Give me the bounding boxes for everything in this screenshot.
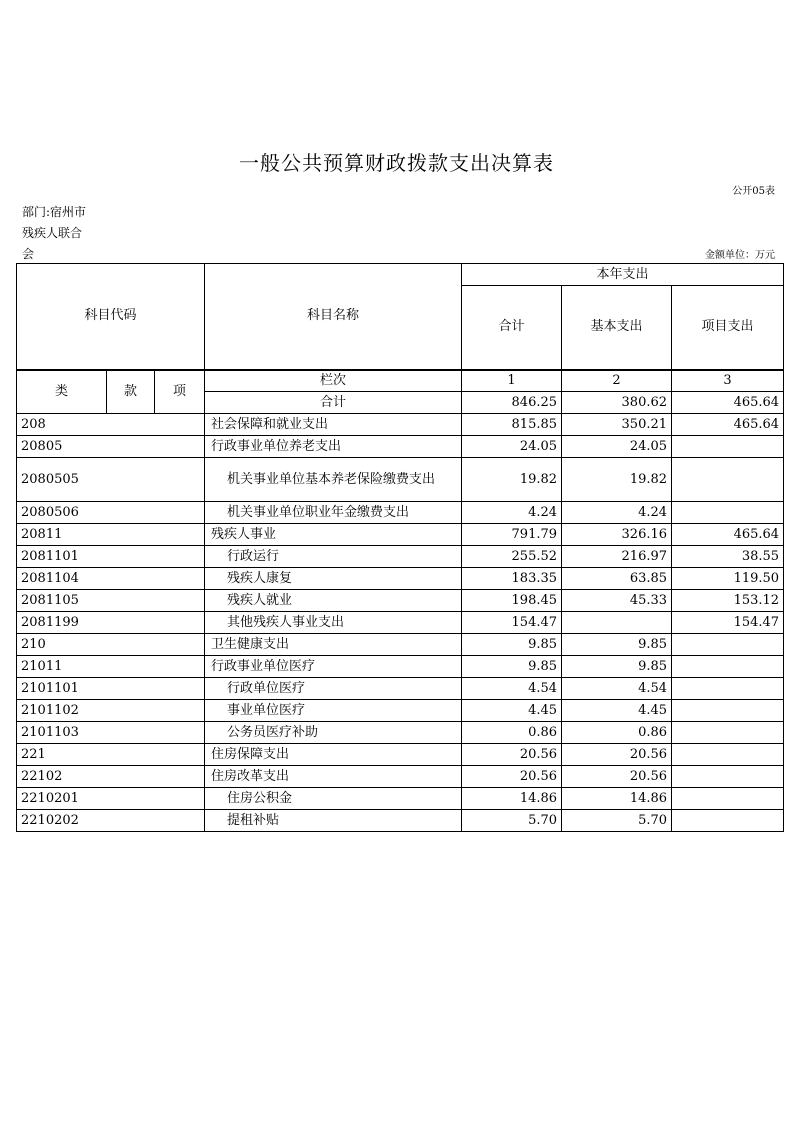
row-name: 公务员医疗补助	[205, 722, 462, 744]
row-code: 2081199	[17, 612, 205, 634]
table-row	[17, 744, 784, 766]
row-project	[672, 502, 784, 524]
row-name: 住房公积金	[205, 788, 462, 810]
table-row	[17, 414, 784, 436]
row-name: 其他残疾人事业支出	[205, 612, 462, 634]
row-code: 221	[17, 744, 205, 766]
header-basic: 基本支出	[562, 286, 672, 370]
row-code: 208	[17, 414, 205, 436]
row-project	[672, 678, 784, 700]
row-total: 183.35	[462, 568, 562, 590]
row-project	[672, 656, 784, 678]
header-kuan: 款	[107, 370, 155, 414]
row-basic: 4.24	[562, 502, 672, 524]
table-row	[17, 656, 784, 678]
row-basic: 5.70	[562, 810, 672, 832]
row-total: 791.79	[462, 524, 562, 546]
row-basic	[562, 612, 672, 634]
row-project: 119.50	[672, 568, 784, 590]
row-name: 社会保障和就业支出	[205, 414, 462, 436]
row-project	[672, 436, 784, 458]
row-total: 5.70	[462, 810, 562, 832]
row-basic: 0.86	[562, 722, 672, 744]
row-code: 2210201	[17, 788, 205, 810]
department-line: 残疾人联合	[22, 226, 83, 240]
row-code: 2210202	[17, 810, 205, 832]
row-project	[672, 458, 784, 502]
row-basic: 24.05	[562, 436, 672, 458]
row-total: 4.24	[462, 502, 562, 524]
table-row	[17, 524, 784, 546]
header-current-year: 本年支出	[462, 264, 784, 286]
table-row	[17, 590, 784, 612]
row-project: 38.55	[672, 546, 784, 568]
header-lei: 类	[17, 370, 107, 414]
header-lanci: 栏次	[205, 370, 462, 392]
row-basic: 9.85	[562, 656, 672, 678]
row-total: 0.86	[462, 722, 562, 744]
header-col1: 1	[462, 370, 562, 392]
row-name: 行政单位医疗	[205, 678, 462, 700]
row-basic: 14.86	[562, 788, 672, 810]
row-code: 22102	[17, 766, 205, 788]
header-code: 科目代码	[17, 264, 205, 370]
table-row	[17, 678, 784, 700]
table-row	[17, 766, 784, 788]
table-row	[17, 458, 784, 502]
row-name: 残疾人就业	[205, 590, 462, 612]
row-basic: 350.21	[562, 414, 672, 436]
row-total: 14.86	[462, 788, 562, 810]
row-name: 行政运行	[205, 546, 462, 568]
row-total: 4.45	[462, 700, 562, 722]
header-name: 科目名称	[205, 264, 462, 370]
row-basic: 4.54	[562, 678, 672, 700]
row-name: 事业单位医疗	[205, 700, 462, 722]
row-project: 465.64	[672, 414, 784, 436]
row-basic: 326.16	[562, 524, 672, 546]
header-col2: 2	[562, 370, 672, 392]
row-code: 2101103	[17, 722, 205, 744]
row-name: 提租补贴	[205, 810, 462, 832]
row-name: 残疾人事业	[205, 524, 462, 546]
table-row	[17, 788, 784, 810]
row-code: 2101102	[17, 700, 205, 722]
row-code: 21011	[17, 656, 205, 678]
row-total: 255.52	[462, 546, 562, 568]
table-row	[17, 436, 784, 458]
summary-label: 合计	[205, 392, 462, 414]
expenditure-table	[16, 263, 784, 832]
row-total: 9.85	[462, 634, 562, 656]
row-name: 机关事业单位基本养老保险缴费支出	[205, 458, 462, 502]
row-project	[672, 766, 784, 788]
row-basic: 63.85	[562, 568, 672, 590]
row-name: 行政事业单位养老支出	[205, 436, 462, 458]
amount-unit: 金额单位：万元	[705, 250, 775, 261]
row-name: 卫生健康支出	[205, 634, 462, 656]
row-basic: 9.85	[562, 634, 672, 656]
department-line: 部门:宿州市	[22, 205, 87, 219]
row-code: 2081101	[17, 546, 205, 568]
row-total: 4.54	[462, 678, 562, 700]
table-row	[17, 810, 784, 832]
table-row	[17, 568, 784, 590]
header-xiang: 项	[155, 370, 205, 414]
table-row	[17, 722, 784, 744]
row-project: 465.64	[672, 524, 784, 546]
row-name: 住房保障支出	[205, 744, 462, 766]
row-code: 20805	[17, 436, 205, 458]
row-total: 9.85	[462, 656, 562, 678]
row-total: 815.85	[462, 414, 562, 436]
form-number: 公开05表	[732, 186, 775, 197]
row-project: 154.47	[672, 612, 784, 634]
row-basic: 20.56	[562, 744, 672, 766]
table-row	[17, 502, 784, 524]
row-project	[672, 810, 784, 832]
row-name: 住房改革支出	[205, 766, 462, 788]
table-row	[17, 546, 784, 568]
row-project: 153.12	[672, 590, 784, 612]
row-code: 2101101	[17, 678, 205, 700]
row-total: 154.47	[462, 612, 562, 634]
summary-project: 465.64	[672, 392, 784, 414]
row-total: 198.45	[462, 590, 562, 612]
row-code: 20811	[17, 524, 205, 546]
row-code: 210	[17, 634, 205, 656]
row-total: 20.56	[462, 766, 562, 788]
header-project: 项目支出	[672, 286, 784, 370]
summary-basic: 380.62	[562, 392, 672, 414]
department-label	[22, 202, 86, 265]
table-row	[17, 700, 784, 722]
row-project	[672, 700, 784, 722]
header-col3: 3	[672, 370, 784, 392]
header-total: 合计	[462, 286, 562, 370]
row-basic: 20.56	[562, 766, 672, 788]
page-title: 一般公共预算财政拨款支出决算表	[239, 151, 554, 175]
department-line: 会	[22, 247, 35, 261]
row-basic: 45.33	[562, 590, 672, 612]
summary-total: 846.25	[462, 392, 562, 414]
table-row	[17, 612, 784, 634]
row-project	[672, 722, 784, 744]
row-project	[672, 744, 784, 766]
row-name: 残疾人康复	[205, 568, 462, 590]
row-total: 20.56	[462, 744, 562, 766]
row-name: 行政事业单位医疗	[205, 656, 462, 678]
row-project	[672, 788, 784, 810]
row-basic: 216.97	[562, 546, 672, 568]
row-total: 19.82	[462, 458, 562, 502]
row-code: 2081104	[17, 568, 205, 590]
row-code: 2080506	[17, 502, 205, 524]
row-basic: 4.45	[562, 700, 672, 722]
row-total: 24.05	[462, 436, 562, 458]
row-project	[672, 634, 784, 656]
row-name: 机关事业单位职业年金缴费支出	[205, 502, 462, 524]
table-row	[17, 634, 784, 656]
row-code: 2080505	[17, 458, 205, 502]
row-code: 2081105	[17, 590, 205, 612]
row-basic: 19.82	[562, 458, 672, 502]
